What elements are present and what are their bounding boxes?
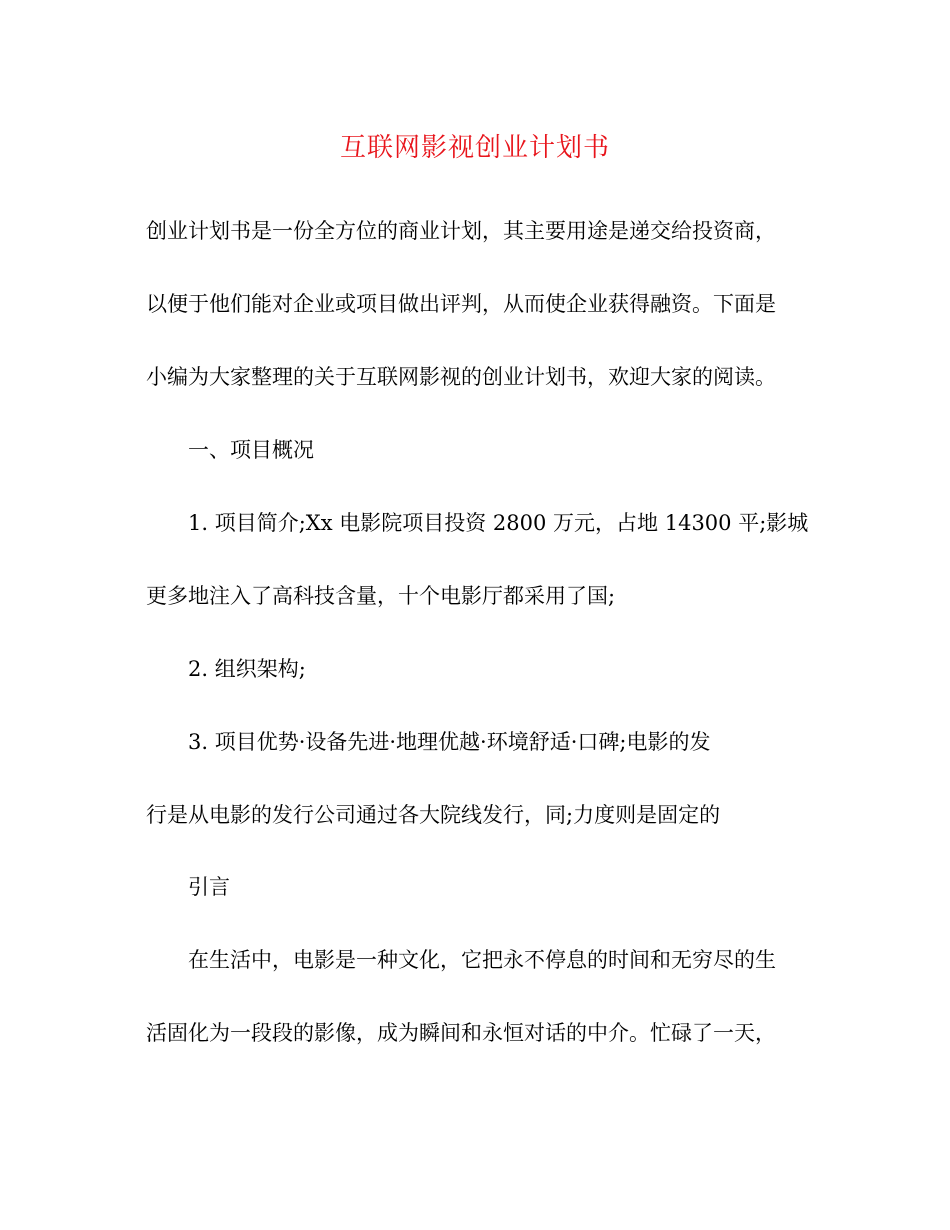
paragraph-line-1: 在生活中，电影是一种文化，它把永不停息的时间和无穷尽的生 xyxy=(188,948,776,972)
section-heading-project-overview: 一、项目概况 xyxy=(188,438,314,462)
body-line-3: 小编为大家整理的关于互联网影视的创业计划书，欢迎大家的阅读。 xyxy=(146,365,776,389)
body-line-1: 创业计划书是一份全方位的商业计划，其主要用途是递交给投资商， xyxy=(146,219,776,243)
list-item-2: 2. 组织架构; xyxy=(188,657,306,681)
list-item-1: 1. 项目简介;Xx 电影院项目投资 2800 万元，占地 14300 平;影城 xyxy=(188,511,809,535)
document-title: 互联网影视创业计划书 xyxy=(339,133,610,163)
paragraph-line-2: 活固化为一段段的影像，成为瞬间和永恒对话的中介。忙碌了一天， xyxy=(146,1021,776,1045)
list-item-1-continued: 更多地注入了高科技含量，十个电影厅都采用了国; xyxy=(146,584,616,608)
section-heading-introduction: 引言 xyxy=(188,875,230,899)
body-line-2: 以便于他们能对企业或项目做出评判，从而使企业获得融资。下面是 xyxy=(146,292,776,316)
list-item-3-continued: 行是从电影的发行公司通过各大院线发行，同;力度则是固定的 xyxy=(146,803,721,827)
list-item-3: 3. 项目优势·设备先进·地理优越·环境舒适·口碑;电影的发 xyxy=(188,730,711,754)
